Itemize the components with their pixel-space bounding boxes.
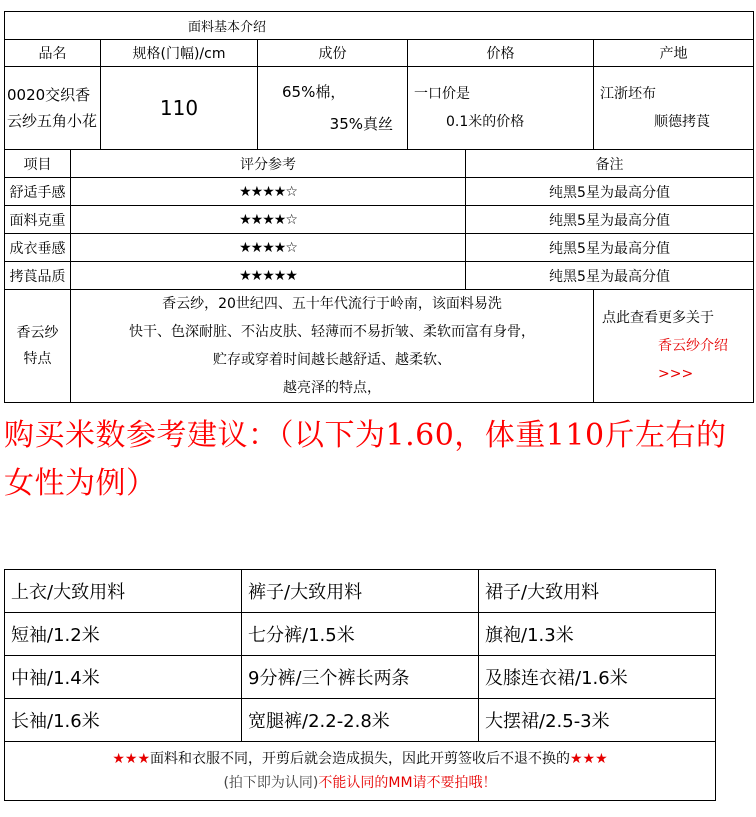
usage-cell: 七分裤/1.5米 [242,613,479,656]
header-composition: 成份 [258,40,408,67]
composition-line2: 35%真丝 [329,115,393,133]
eval-note: 纯黑5星为最高分值 [466,178,754,206]
product-composition [258,67,408,150]
eval-row [5,262,754,290]
product-name [5,67,101,150]
header-top: 上衣/大致用料 [5,570,242,613]
eval-item: 拷莨品质 [5,262,71,290]
star-rating: ★★★★★ [71,262,466,290]
header-pants: 裤子/大致用料 [242,570,479,613]
feature-row [5,290,754,403]
usage-cell: 旗袍/1.3米 [479,613,716,656]
eval-item: 面料克重 [5,206,71,234]
product-spec-row [5,67,754,150]
usage-row [5,613,716,656]
origin-line1: 江浙坯布 [600,86,656,102]
more-info-anchor[interactable]: 香云纱介绍 >>> [658,338,728,382]
feature-label-line1: 香云纱 [16,325,59,341]
star-rating: ★★★★☆ [71,206,466,234]
notice-text: 面料和衣服不同，开剪后就会造成损失，因此开剪签收后不退不换的 [150,751,570,767]
usage-row [5,656,716,699]
product-price [408,67,594,150]
return-policy-notice [5,742,716,801]
origin-line2: 顺德拷莨 [654,114,710,130]
header-width: 规格(门幅)/cm [101,40,258,67]
feature-desc-line4: 越亮泽的特点， [283,380,381,396]
product-width: 110 [101,67,258,150]
eval-header-row [5,150,754,178]
header-name: 品名 [5,40,101,67]
price-line1: 一口价是 [414,86,470,102]
notice-line1 [5,747,715,771]
price-line2: 0.1米的价格 [446,114,525,130]
feature-desc-line3: 贮存或穿着时间越长越舒适、越柔软、 [213,352,451,368]
usage-cell: 宽腿裤/2.2-2.8米 [242,699,479,742]
eval-note: 纯黑5星为最高分值 [466,206,754,234]
star-rating: ★★★★☆ [71,234,466,262]
eval-row [5,178,754,206]
notice-row [5,742,716,801]
eval-row [5,234,754,262]
eval-item: 舒适手感 [5,178,71,206]
eval-header-note: 备注 [466,150,754,178]
feature-label [5,290,71,403]
notice-warning: 不能认同的MM请不要拍哦！ [318,775,497,791]
usage-header-row [5,570,716,613]
usage-cell: 大摆裙/2.5-3米 [479,699,716,742]
usage-row [5,699,716,742]
eval-item: 成衣垂感 [5,234,71,262]
feature-desc-line2: 快干、色深耐脏、不沾皮肤、轻薄而不易折皱、柔软而富有身骨， [129,324,535,340]
notice-consent: (拍下即为认同) [223,775,319,791]
star-decoration-icon: ★★★ [570,751,608,767]
eval-row [5,206,754,234]
star-decoration-icon: ★★★ [112,751,150,767]
usage-cell: 及膝连衣裙/1.6米 [479,656,716,699]
fabric-info-table [4,11,754,403]
usage-cell: 短袖/1.2米 [5,613,242,656]
eval-note: 纯黑5星为最高分值 [466,262,754,290]
product-name-line2: 云纱五角小花 [7,112,98,130]
more-info-link[interactable] [594,290,754,403]
product-origin [594,67,754,150]
composition-line1: 65%棉， [282,83,346,101]
usage-cell: 长袖/1.6米 [5,699,242,742]
feature-label-line2: 特点 [23,351,52,367]
fabric-table-title: 面料基本介绍 [5,12,754,40]
star-rating: ★★★★☆ [71,178,466,206]
fabric-header-row [5,40,754,67]
purchase-advice-heading: 购买米数参考建议：（以下为1.60，体重110斤左右的女性为例） [4,418,727,501]
header-price: 价格 [408,40,594,67]
notice-line2 [5,771,715,795]
feature-description [71,290,594,403]
more-info-text[interactable]: 点此查看更多关于 [602,310,714,326]
usage-cell: 9分裤/三个裤长两条 [242,656,479,699]
usage-cell: 中袖/1.4米 [5,656,242,699]
header-origin: 产地 [594,40,754,67]
eval-header-score: 评分参考 [71,150,466,178]
product-name-line1: 0020交织香 [7,86,91,104]
fabric-usage-table [4,569,716,801]
header-skirt: 裙子/大致用料 [479,570,716,613]
feature-desc-line1: 香云纱，20世纪四、五十年代流行于岭南，该面料易洗 [162,296,502,312]
eval-header-item: 项目 [5,150,71,178]
eval-note: 纯黑5星为最高分值 [466,234,754,262]
